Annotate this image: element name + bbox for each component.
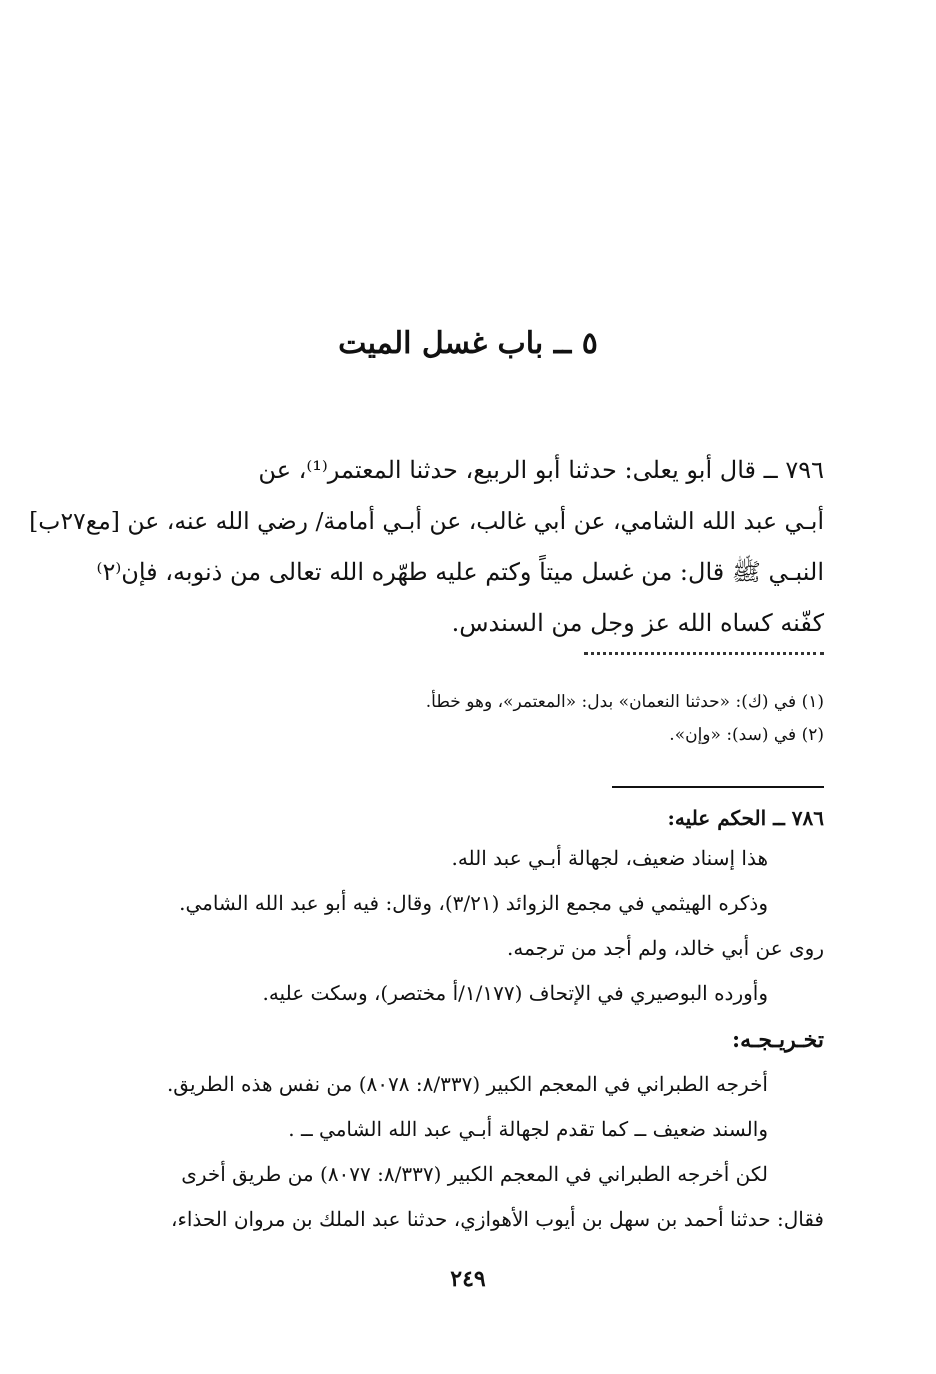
hadith-line: كفّنه كساه الله عز وجل من السندس. xyxy=(451,609,824,637)
hadith-line: أبـي عبد الله الشامي، عن أبي غالب، عن أبـي أمامة/ رضي الله عنه، عن [مع٢٧ب] xyxy=(29,507,824,535)
ruling-line: وأورده البوصيري في الإتحاف (١/١٧٧/أ مختصر)، وسكت عليه. xyxy=(262,981,768,1005)
footnote-item: (١) في (ك): «حدثنا النعمان» بدل: «المعتمر»، وهو خطأ. xyxy=(425,692,824,712)
takhrij-section xyxy=(84,1018,824,1242)
footnote-item: (٢) في (سد): «وإن». xyxy=(669,725,824,745)
section-divider xyxy=(612,786,824,788)
page-number: ٢٤٩ xyxy=(450,1266,486,1292)
takhrij-line: أخرجه الطبراني في المعجم الكبير (٨/٣٣٧: ٨٠٧٨) من نفس هذه الطريق. xyxy=(166,1072,768,1096)
ruling-line: وذكره الهيثمي في مجمع الزوائد (٣/٢١)، وقال: فيه أبو عبد الله الشامي. xyxy=(179,891,768,915)
takhrij-heading: تخـريـجـه: xyxy=(731,1027,824,1053)
takhrij-line: والسند ضعيف ــ كما تقدم لجهالة أبـي عبد الله الشامي ــ . xyxy=(288,1117,768,1141)
footnote-separator xyxy=(584,652,824,655)
ruling-line: روى عن أبي خالد، ولم أجد من ترجمه. xyxy=(507,936,824,960)
hadith-line: النبـي ﷺ قال: من غسل ميتاً وكتم عليه طهّره الله تعالى من ذنوبه، فإن⁽٢⁾ xyxy=(96,558,824,586)
takhrij-line: فقال: حدثنا أحمد بن سهل بن أيوب الأهوازي، حدثنا عبد الملك بن مروان الحذاء، xyxy=(170,1207,824,1231)
takhrij-line: لكن أخرجه الطبراني في المعجم الكبير (٨/٣٣٧: ٨٠٧٧) من طريق أخرى xyxy=(181,1162,768,1186)
footnotes xyxy=(124,686,824,752)
ruling-line: هذا إسناد ضعيف، لجهالة أبـي عبد الله. xyxy=(451,846,768,870)
hadith-line: ٧٩٦ ــ قال أبو يعلى: حدثنا أبو الربيع، حدثنا المعتمر⁽¹⁾، عن xyxy=(258,456,824,484)
hadith-text xyxy=(24,445,824,649)
ruling-section xyxy=(84,800,824,1016)
ruling-heading: ٧٨٦ ــ الحكم عليه: xyxy=(667,806,824,830)
chapter-title: ٥ ــ باب غسل الميت xyxy=(338,326,598,361)
